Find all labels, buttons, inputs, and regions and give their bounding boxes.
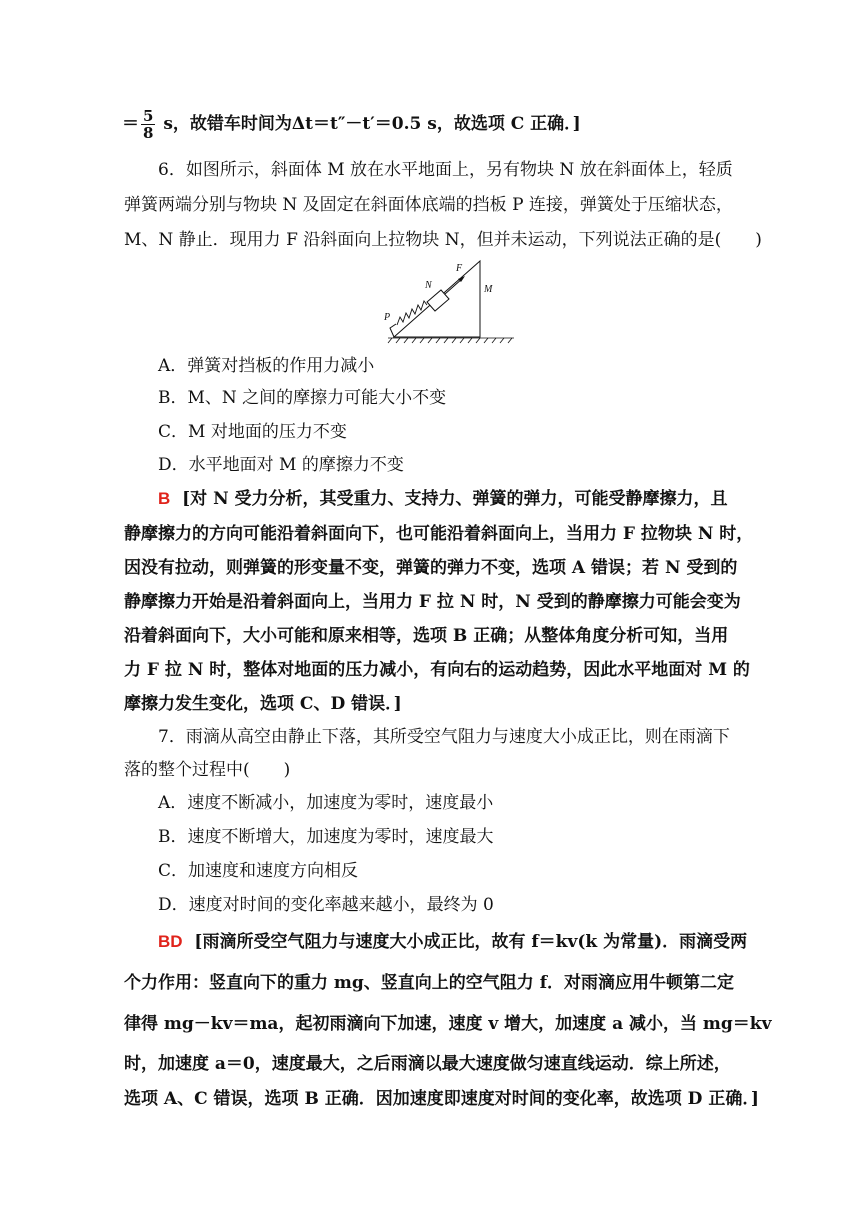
q7-explanation-line-5: 选项 A、C 错误，选项 B 正确．因加速度即速度对时间的变化率，故选项 D 正确．] (124, 1089, 759, 1109)
q6-explanation-text-1: [对 N 受力分析，其受重力、支持力、弹簧的弹力，可能受静摩擦力，且 (182, 489, 728, 509)
q6-explanation-line-3: 因没有拉动，则弹簧的形变量不变，弹簧的弹力不变，选项 A 错误；若 N 受到的 (124, 558, 738, 578)
q7-option-a: A．速度不断减小，加速度为零时，速度最小 (158, 793, 494, 813)
q7-explanation-line-1 (158, 930, 747, 954)
q6-stem-line-2: 弹簧两端分别与物块 N 及固定在斜面体底端的挡板 P 连接，弹簧处于压缩状态， (124, 195, 733, 215)
fraction-denominator: 8 (143, 124, 154, 142)
q6-stem-line-1: 6．如图所示，斜面体 M 放在水平地面上，另有物块 N 放在斜面体上，轻质 (158, 160, 733, 180)
fraction-5-8 (141, 108, 155, 141)
q6-explanation-line-5: 沿着斜面向下，大小可能和原来相等，选项 B 正确；从整体角度分析可知，当用 (124, 626, 729, 646)
q6-explanation-line-7: 摩擦力发生变化，选项 C、D 错误．] (124, 694, 402, 714)
q6-option-d: D．水平地面对 M 的摩擦力不变 (158, 455, 404, 475)
q6-option-a: A．弹簧对挡板的作用力减小 (158, 356, 375, 376)
q6-stem-line-3: M、N 静止．现用力 F 沿斜面向上拉物块 N，但并未运动，下列说法正确的是( ) (124, 230, 762, 250)
q7-option-b: B．速度不断增大，加速度为零时，速度最大 (158, 827, 494, 847)
q7-option-c: C．加速度和速度方向相反 (158, 861, 359, 881)
q6-explanation-line-1 (158, 487, 728, 511)
q7-answer: BD (158, 932, 183, 951)
label-m: M (484, 284, 493, 295)
fraction-numerator: 5 (143, 107, 154, 125)
prev-solution-tail (122, 108, 581, 141)
barrier-p (390, 324, 396, 337)
q7-option-d: D．速度对时间的变化率越来越小，最终为 0 (158, 895, 494, 915)
q6-option-b: B．M、N 之间的摩擦力可能大小不变 (158, 388, 447, 408)
q7-explanation-line-4: 时，加速度 a＝0，速度最大，之后雨滴以最大速度做匀速直线运动．综上所述， (124, 1054, 731, 1074)
q6-explanation-line-6: 力 F 拉 N 时，整体对地面的压力减小，有向右的运动趋势，因此水平地面对 M 的 (124, 660, 750, 680)
q7-explanation-text-1: [雨滴所受空气阻力与速度大小成正比，故有 f＝kv(k 为常量)．雨滴受两 (194, 932, 748, 952)
label-f: F (456, 263, 463, 274)
q6-option-c: C．M 对地面的压力不变 (158, 422, 347, 442)
equals-sign: ＝ (122, 114, 139, 134)
q7-explanation-line-2: 个力作用：竖直向下的重力 mg、竖直向上的空气阻力 f．对雨滴应用牛顿第二定 (124, 973, 735, 993)
q6-explanation-line-2: 静摩擦力的方向可能沿着斜面向下，也可能沿着斜面向上，当用力 F 拉物块 N 时， (124, 524, 754, 544)
q7-stem-line-2: 落的整个过程中( ) (124, 760, 291, 780)
label-n: N (425, 280, 432, 291)
q7-explanation-line-3: 律得 mg－kv＝ma，起初雨滴向下加速，速度 v 增大，加速度 a 减小，当 mg＝kv (124, 1014, 772, 1034)
incline-spring-diagram (370, 258, 520, 344)
q6-explanation-line-4: 静摩擦力开始是沿着斜面向上，当用力 F 拉 N 时，N 受到的静摩擦力可能会变为 (124, 592, 741, 612)
ground-hatching (388, 338, 514, 343)
q6-answer: B (158, 489, 171, 508)
q7-stem-line-1: 7．雨滴从高空由静止下落，其所受空气阻力与速度大小成正比，则在雨滴下 (158, 727, 730, 747)
label-p: P (384, 312, 391, 323)
prev-solution-text: s，故错车时间为Δt＝t″－t′＝0.5 s，故选项 C 正确．] (157, 114, 581, 134)
